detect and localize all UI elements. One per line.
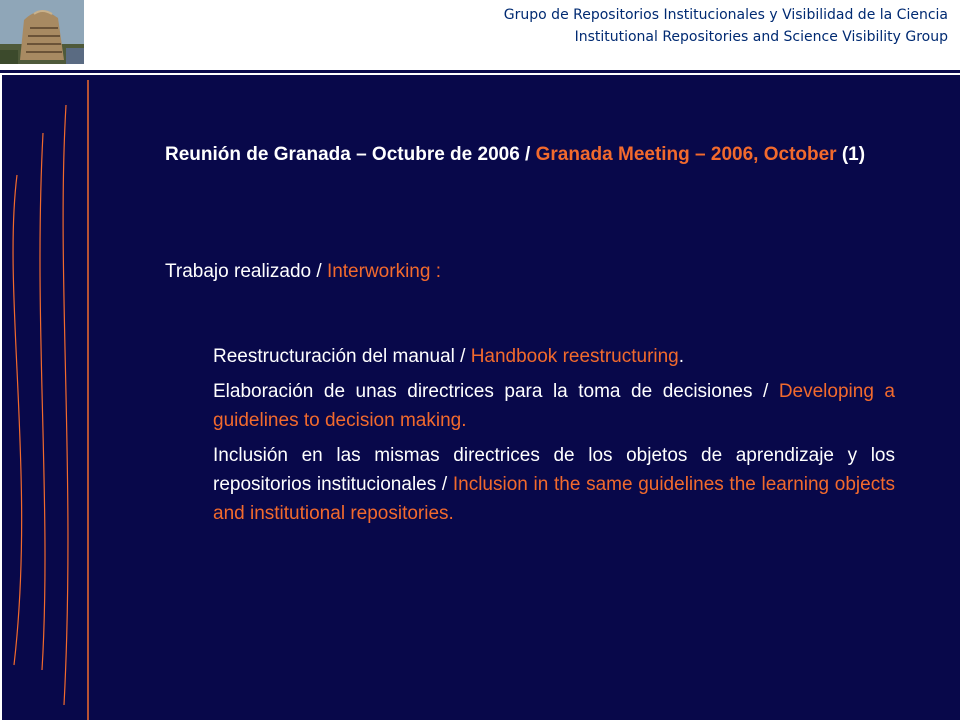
list-item-en: Developing a guidelines to decision making. — [213, 381, 895, 431]
slide-title-en: Granada Meeting – 2006, October — [535, 144, 837, 165]
slide-title — [165, 140, 895, 169]
list-item-es: Reestructuración del manual / — [213, 346, 471, 367]
list-item-es: Inclusión en las mismas directrices de los objetos de aprendizaje y los repositorios institucionales / — [213, 445, 895, 495]
slide-title-suffix: (1) — [836, 144, 866, 165]
list-item-es: Elaboración de unas directrices para la toma de decisiones / — [213, 381, 779, 402]
list-item-en: Handbook reestructuring — [470, 346, 679, 367]
section-heading-suffix: : — [430, 261, 441, 282]
decorative-curves — [2, 75, 112, 720]
list-item-suffix: . — [678, 346, 685, 367]
section-heading-es: Trabajo realizado / — [165, 261, 327, 282]
header-title — [504, 4, 948, 48]
list-item-en: Inclusion in the same guidelines the learning objects and institutional repositories. — [213, 474, 895, 524]
list-item — [213, 441, 895, 528]
tower-of-babel-painting-icon — [0, 0, 84, 64]
slide — [2, 75, 960, 720]
header-title-en: Institutional Repositories and Science Visibility Group — [574, 29, 948, 45]
header — [0, 0, 960, 70]
slide-title-es: Reunión de Granada – Octubre de 2006 / — [165, 144, 536, 165]
list-item — [213, 377, 895, 435]
slide-content — [165, 140, 895, 524]
list-item — [213, 342, 895, 371]
bullet-list — [213, 342, 895, 534]
section-heading-en: Interworking — [326, 261, 431, 282]
header-divider — [0, 70, 960, 73]
section-heading — [165, 257, 441, 286]
header-title-es: Grupo de Repositorios Institucionales y Visibilidad de la Ciencia — [503, 7, 948, 23]
